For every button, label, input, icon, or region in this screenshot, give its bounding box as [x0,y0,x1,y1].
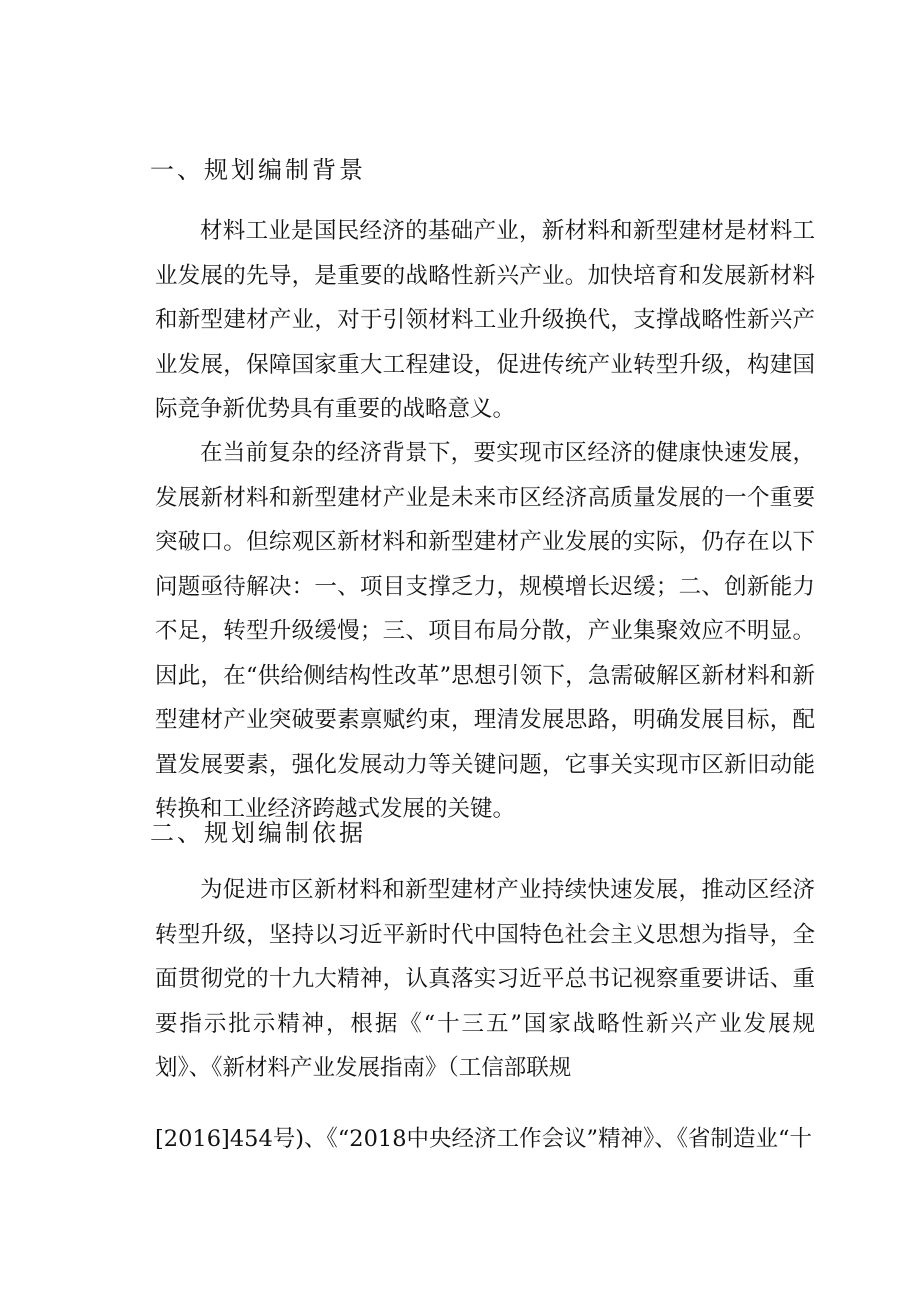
paragraph-background-problems: 在当前复杂的经济背景下，要实现市区经济的健康快速发展，发展新材料和新型建材产业是未来市区经济高质量发展的一个重要突破口。但综观区新材料和新型建材产业发展的实际，仍存在以下问题亟待解决：一、项目支撑乏力，规模增长迟缓；二、创新能力不足，转型升级缓慢；三、项目布局分散，产业集聚效应不明显。因此，在“供给侧结构性改革”思想引领下，急需破解区新材料和新型建材产业突破要素禀赋约束，理清发展思路，明确发展目标，配置发展要素，强化发展动力等关键问题，它事关实现市区新旧动能转换和工业经济跨越式发展的关键。 [155,440,815,822]
section-heading-background: 一、规划编制背景 [150,156,366,184]
paragraph-basis-continuation: [2016]454号)、《“2018中央经济工作会议”精神》、《省制造业“十 [155,1126,813,1152]
section-heading-basis: 二、规划编制依据 [150,819,366,847]
paragraph-basis-intro: 为促进市区新材料和新型建材产业持续快速发展，推动区经济转型升级，坚持以习近平新时代中国特色社会主义思想为指导，全面贯彻党的十九大精神，认真落实习近平总书记视察重要讲话、重要指示批示精神，根据《“十三五”国家战略性新兴产业发展规划》、《新材料产业发展指南》（工信部联规 [155,877,815,1081]
paragraph-background-intro: 材料工业是国民经济的基础产业，新材料和新型建材是材料工业发展的先导，是重要的战略性新兴产业。加快培育和发展新材料和新型建材产业，对于引领材料工业升级换代，支撑战略性新兴产业发展，保障国家重大工程建设，促进传统产业转型升级，构建国际竞争新优势具有重要的战略意义。 [155,218,815,422]
